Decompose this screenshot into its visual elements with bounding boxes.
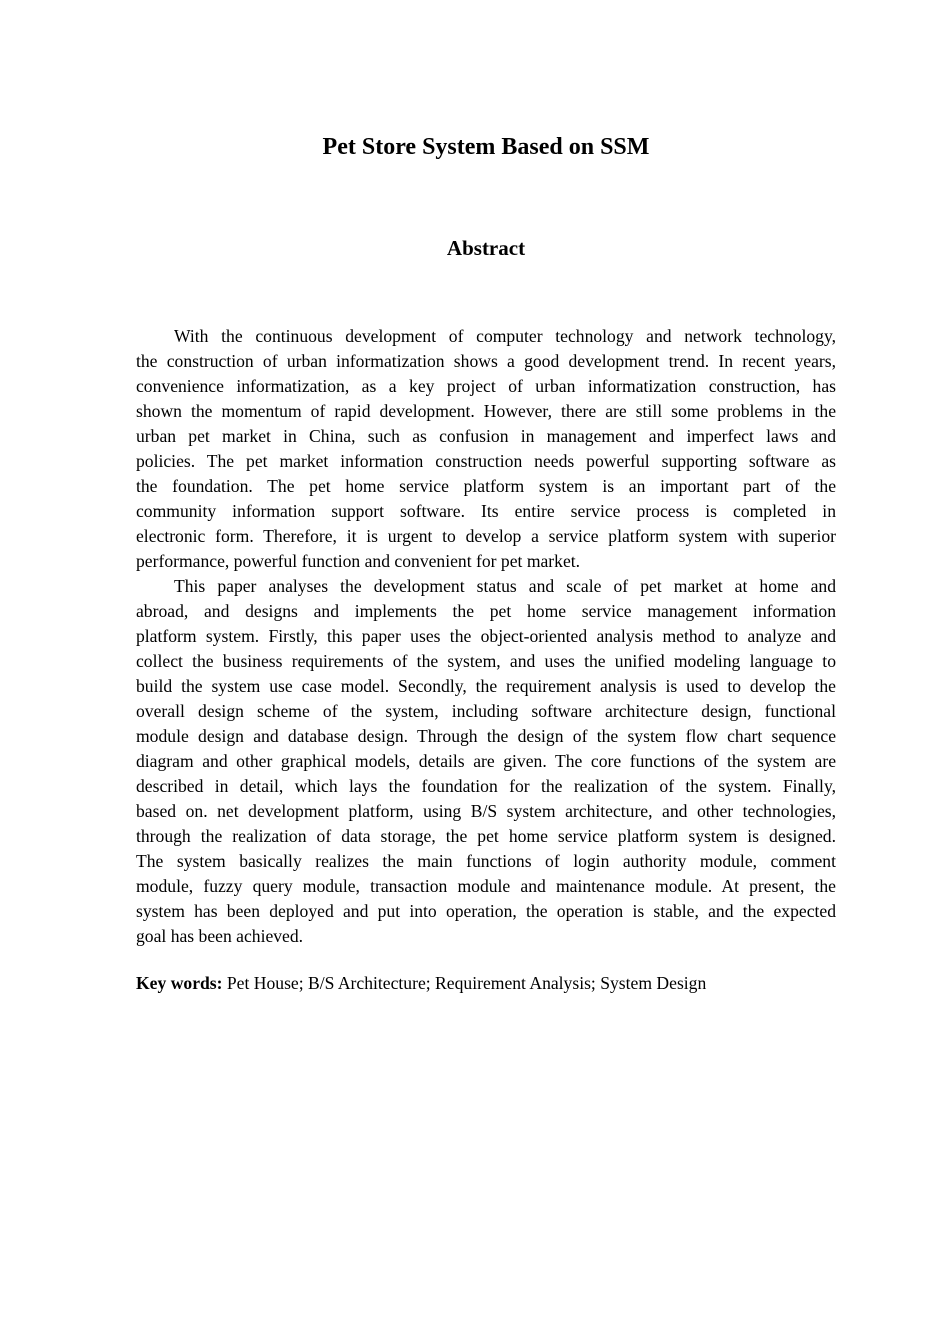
paragraph-line: The system basically realizes the main functions of login authority module, comment <box>136 851 836 871</box>
paragraph-line: described in detail, which lays the foundation for the realization of the system. Finally, <box>136 776 836 796</box>
paragraph-line: module design and database design. Through the design of the system flow chart sequence <box>136 726 836 746</box>
paragraph-line: build the system use case model. Secondly, the requirement analysis is used to develop the <box>136 676 836 696</box>
paragraph-line: the construction of urban informatization shows a good development trend. In recent years, <box>136 351 836 371</box>
paragraph-line: convenience informatization, as a key project of urban informatization construction, has <box>136 376 836 396</box>
keywords-label: Key words: <box>136 973 223 993</box>
abstract-paragraph <box>136 574 836 949</box>
paragraph-line: through the realization of data storage, the pet home service platform system is designed. <box>136 826 836 846</box>
abstract-heading: Abstract <box>446 236 526 260</box>
paragraph-line: the foundation. The pet home service platform system is an important part of the <box>136 476 836 496</box>
paragraph-line: abroad, and designs and implements the pet home service management information <box>136 601 836 621</box>
paragraph-line: This paper analyses the development status and scale of pet market at home and <box>174 576 836 596</box>
paragraph-line: community information support software. Its entire service process is completed in <box>136 501 836 521</box>
paragraph-line: electronic form. Therefore, it is urgent to develop a service platform system with superior <box>136 526 836 546</box>
paragraph-line: urban pet market in China, such as confusion in management and imperfect laws and <box>136 426 836 446</box>
paragraph-line: policies. The pet market information construction needs powerful supporting software as <box>136 451 836 471</box>
paragraph-line: based on. net development platform, using B/S system architecture, and other technologies, <box>136 801 836 821</box>
paragraph-line: platform system. Firstly, this paper uses the object-oriented analysis method to analyze and <box>136 626 836 646</box>
abstract-body <box>136 324 836 949</box>
paragraph-line: shown the momentum of rapid development. However, there are still some problems in the <box>136 401 836 421</box>
paragraph-line: diagram and other graphical models, details are given. The core functions of the system are <box>136 751 836 771</box>
paragraph-line: overall design scheme of the system, including software architecture design, functional <box>136 701 836 721</box>
paragraph-line: module, fuzzy query module, transaction module and maintenance module. At present, the <box>136 876 836 896</box>
paragraph-line: collect the business requirements of the system, and uses the unified modeling language to <box>136 651 836 671</box>
paragraph-line: With the continuous development of computer technology and network technology, <box>174 326 836 346</box>
document-title: Pet Store System Based on SSM <box>322 134 650 160</box>
paragraph-line: performance, powerful function and convenient for pet market. <box>136 551 581 571</box>
abstract-paragraph <box>136 324 836 574</box>
paragraph-line: system has been deployed and put into operation, the operation is stable, and the expected <box>136 901 836 921</box>
keywords-list: Pet House; B/S Architecture; Requirement Analysis; System Design <box>222 973 707 993</box>
paragraph-line: goal has been achieved. <box>136 926 304 946</box>
keywords <box>136 971 706 996</box>
